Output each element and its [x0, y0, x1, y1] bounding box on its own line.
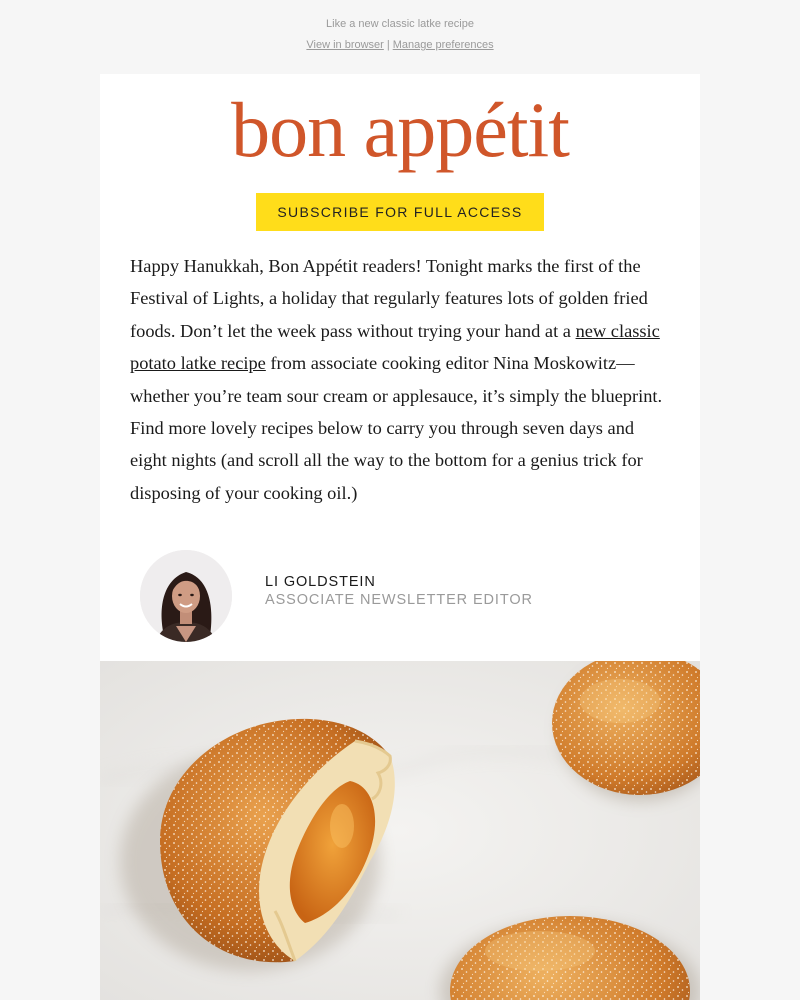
intro-text-end: from associate cooking editor Nina Moskowitz—whether you’re team sour cream or applesauce, it’s simply the blueprint. Find more lovely recipes below to carry you through seven days and eight nights (and scroll all the way to the bottom for a genius trick for disposing of your cooking oil.) — [130, 353, 663, 503]
email-body — [100, 74, 700, 1000]
latke-recipe-link[interactable]: new classic potato latke recipe — [130, 320, 660, 374]
subscribe-button[interactable]: SUBSCRIBE FOR FULL ACCESS — [256, 193, 544, 231]
intro-text-start: Happy Hanukkah, Bon Appétit readers! Tonight marks the first of the Festival of Lights, a holiday that regularly features lots of golden fried foods. Don’t let the week pass without trying your hand at a — [130, 256, 648, 341]
manage-preferences-link[interactable]: Manage preferences — [392, 39, 494, 51]
hero-image[interactable] — [100, 661, 700, 1000]
sufganiyot-photo-icon — [100, 661, 700, 1000]
bon-appetit-logo[interactable]: bon appétit — [231, 86, 569, 173]
preheader-text: Like a new classic latke recipe — [326, 18, 474, 30]
link-separator: | — [386, 39, 390, 51]
preheader-links — [0, 39, 800, 51]
view-in-browser-link[interactable]: View in browser — [306, 39, 384, 51]
avatar — [140, 550, 232, 642]
author-title: ASSOCIATE NEWSLETTER EDITOR — [265, 592, 533, 608]
author-name: LI GOLDSTEIN — [265, 574, 376, 590]
intro-paragraph — [130, 250, 675, 509]
author-portrait-icon — [140, 550, 232, 642]
